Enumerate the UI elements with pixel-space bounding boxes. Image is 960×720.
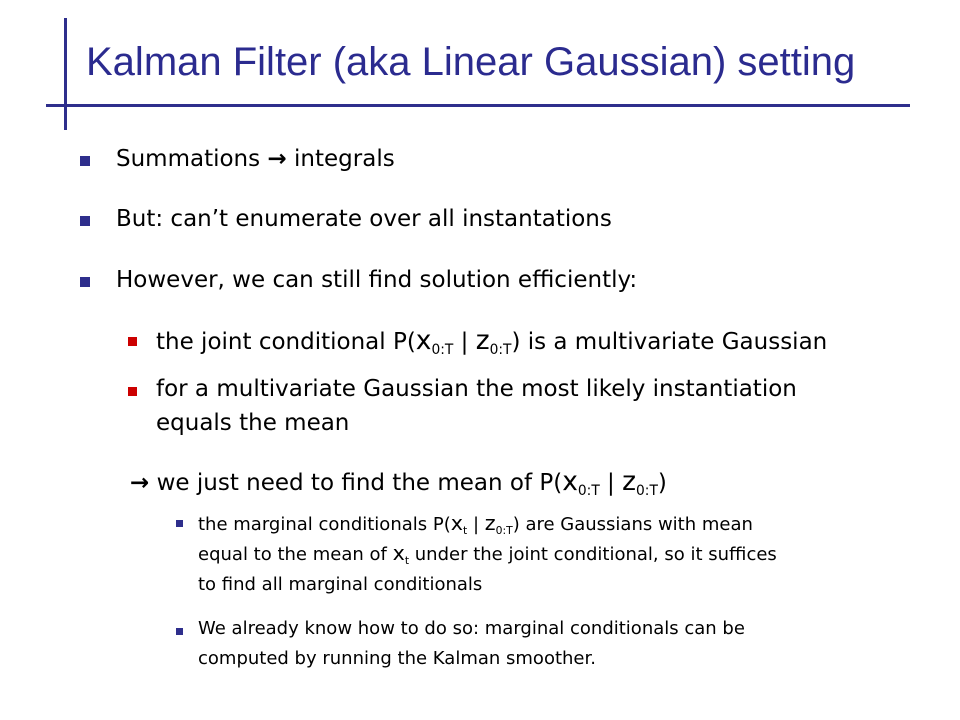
sub-sub-bullet-marginal-line1: the marginal conditionals $P(x_t$ | $z_{0:T}$) are Gaussians with mean (198, 511, 753, 537)
sub-bullet-joint-conditional: the joint conditional $P(x_{0:T}$ | $z_{0:T}$) is a multivariate Gaussian (156, 325, 828, 358)
sub-sub-bullet-marker (176, 628, 183, 635)
decorative-horizontal-line (46, 104, 910, 107)
bullet-summations (116, 146, 395, 172)
sub-bullet-most-likely-line2: equals the mean (156, 410, 350, 436)
bullet-cant-enumerate: But: can’t enumerate over all instantations (116, 206, 612, 232)
sub-bullet-marker (128, 387, 137, 396)
right-arrow-icon: → (130, 470, 150, 496)
sub-bullet-most-likely-line1: for a multivariate Gaussian the most likely instantiation (156, 376, 797, 402)
slide-title: Kalman Filter (aka Linear Gaussian) setting (86, 40, 856, 84)
sub-sub-bullet-marginal-line3: to find all marginal conditionals (198, 574, 483, 595)
arrow-conclusion-line: → we just need to find the mean of $P(x_{0:T}$ | $z_{0:T}$) (130, 466, 667, 499)
sub-sub-bullet-smoother-line2: computed by running the Kalman smoother. (198, 648, 596, 669)
decorative-vertical-line (64, 18, 67, 130)
bullet-marker (80, 216, 90, 226)
sub-sub-bullet-marginal-line2: equal to the mean of $x_t$ under the joint conditional, so it suffices (198, 541, 777, 567)
bullet-text: integrals (286, 146, 395, 172)
bullet-however: However, we can still find solution efficiently: (116, 267, 638, 293)
sub-sub-bullet-smoother-line1: We already know how to do so: marginal conditionals can be (198, 618, 745, 639)
bullet-marker (80, 156, 90, 166)
right-arrow-icon: → (267, 146, 287, 172)
sub-sub-bullet-marker (176, 520, 183, 527)
sub-bullet-marker (128, 337, 137, 346)
bullet-marker (80, 277, 90, 287)
bullet-text: Summations (116, 146, 268, 172)
